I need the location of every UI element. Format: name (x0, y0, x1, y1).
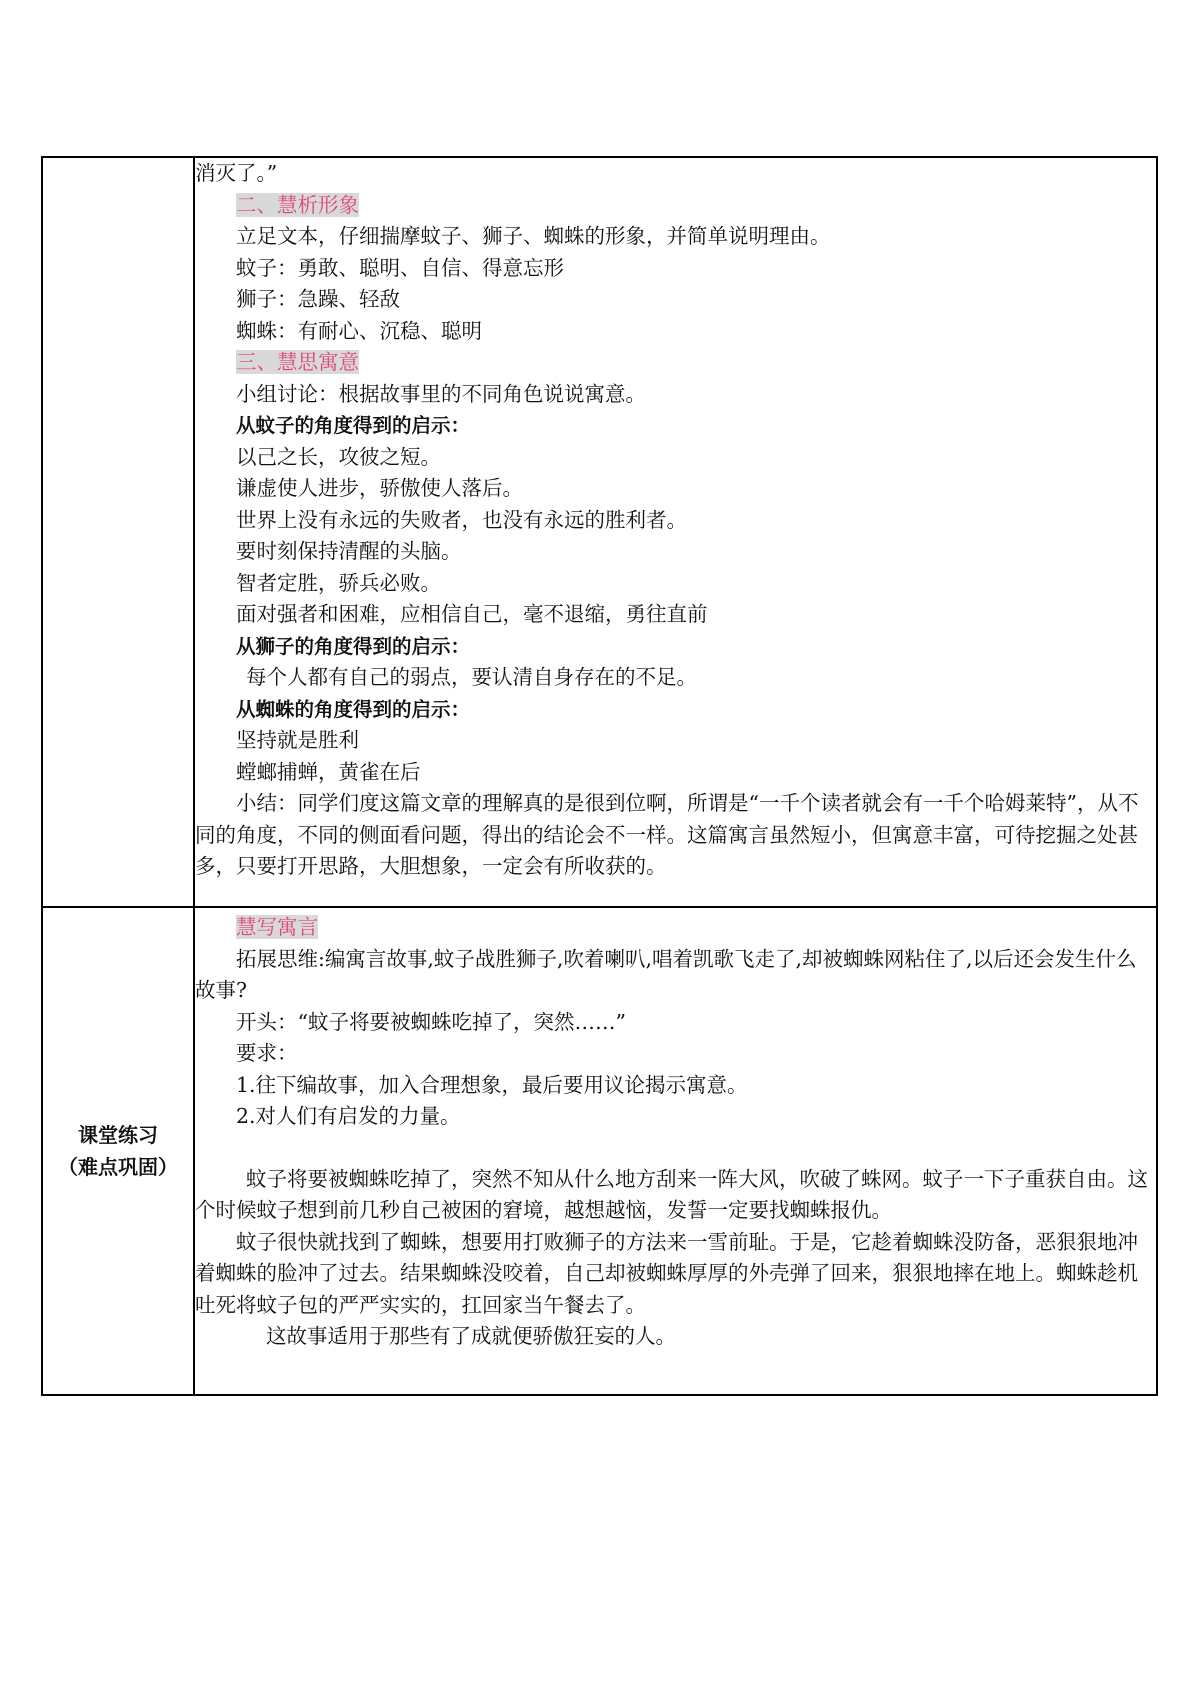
row-label-cell (42, 907, 194, 1395)
story-paragraph: 蚊子将要被蜘蛛吃掉了，突然不知从什么地方刮来一阵大风，吹破了蛛网。蚊子一下子重获自由。这个时候蚊子想到前几秒自己被困的窘境，越想越恼，发誓一定要找蜘蛛报仇。 (195, 1166, 1148, 1222)
text-line: 1.往下编故事，加入合理想象，最后要用议论揭示寓意。 (236, 1072, 748, 1097)
section-heading (195, 347, 1156, 379)
table-row (42, 157, 1157, 907)
content-cell (194, 907, 1157, 1395)
text-line: 2.对人们有启发的力量。 (236, 1104, 461, 1128)
highlighted-heading: 二、慧析形象 (236, 192, 359, 217)
content-cell (194, 157, 1157, 907)
text-line: 要求： (236, 1041, 298, 1065)
text-line: 小组讨论：根据故事里的不同角色说说寓意。 (236, 381, 646, 406)
text-line: 每个人都有自己的弱点，要认清自身存在的不足。 (246, 665, 697, 689)
text-line: 坚持就是胜利 (236, 728, 359, 752)
text-line: 狮子：急躁、轻敌 (236, 287, 400, 311)
row-label-subtitle: （难点巩固） (58, 1155, 178, 1179)
text-line: 智者定胜，骄兵必败。 (236, 570, 441, 595)
bold-subheading (195, 410, 1156, 442)
text-line: 蜘蛛：有耐心、沉稳、聪明 (236, 318, 482, 343)
subheading-text: 从蚊子的角度得到的启示： (236, 414, 471, 437)
summary-paragraph: 小结：同学们度这篇文章的理解真的是很到位啊，所谓是“一千个读者就会有一千个哈姆莱特”，从不同的角度，不同的侧面看问题，得出的结论会不一样。这篇寓言虽然短小，但寓意丰富，可待挖掘之处甚多，只要打开思路，大胆想象，一定会有所收获的。 (195, 791, 1139, 878)
text-line: 开头：“蚊子将要被蜘蛛吃掉了，突然……” (236, 1009, 626, 1034)
lesson-table (41, 156, 1158, 1396)
table-row (42, 907, 1157, 1395)
conclusion-line: 这故事适用于那些有了成就便骄傲狂妄的人。 (266, 1324, 676, 1348)
text-line: 螳螂捕蝉，黄雀在后 (236, 759, 421, 784)
text-line: 拓展思维:编寓言故事,蚊子战胜狮子,吹着喇叭,唱着凯歌飞走了,却被蜘蛛网粘住了,以后还会发生什么故事? (195, 946, 1137, 1002)
text-line: 消灭了。” (195, 161, 278, 185)
story-paragraph: 蚊子很快就找到了蜘蛛，想要用打败狮子的方法来一雪前耻。于是，它趁着蜘蛛没防备，恶狠狠地冲着蜘蛛的脸冲了过去。结果蜘蛛没咬着，自己却被蜘蛛厚厚的外壳弹了回来，狠狠地摔在地上。蜘蛛趁机吐死将蚊子包的严严实实的，扛回家当午餐去了。 (195, 1229, 1138, 1317)
row-label-cell (42, 157, 194, 907)
section-heading (195, 912, 1156, 944)
text-line: 谦虚使人进步，骄傲使人落后。 (236, 476, 523, 500)
spacer (195, 1133, 1156, 1164)
bold-subheading (195, 631, 1156, 663)
highlighted-heading: 慧写寓言 (236, 915, 318, 939)
row-label-title: 课堂练习 (78, 1123, 158, 1147)
text-line: 世界上没有永远的失败者，也没有永远的胜利者。 (236, 507, 687, 532)
subheading-text: 从蜘蛛的角度得到的启示： (236, 697, 471, 721)
text-line: 以己之长，攻彼之短。 (236, 444, 441, 469)
bold-subheading (195, 694, 1156, 726)
subheading-text: 从狮子的角度得到的启示： (236, 634, 471, 658)
section-heading (195, 190, 1156, 222)
text-line: 立足文本，仔细揣摩蚊子、狮子、蜘蛛的形象，并简单说明理由。 (236, 224, 831, 248)
text-line: 蚊子：勇敢、聪明、自信、得意忘形 (236, 255, 564, 280)
text-line: 面对强者和困难，应相信自己，毫不退缩，勇往直前 (236, 602, 708, 626)
text-line: 要时刻保持清醒的头脑。 (236, 539, 462, 563)
highlighted-heading: 三、慧思寓意 (236, 350, 359, 374)
